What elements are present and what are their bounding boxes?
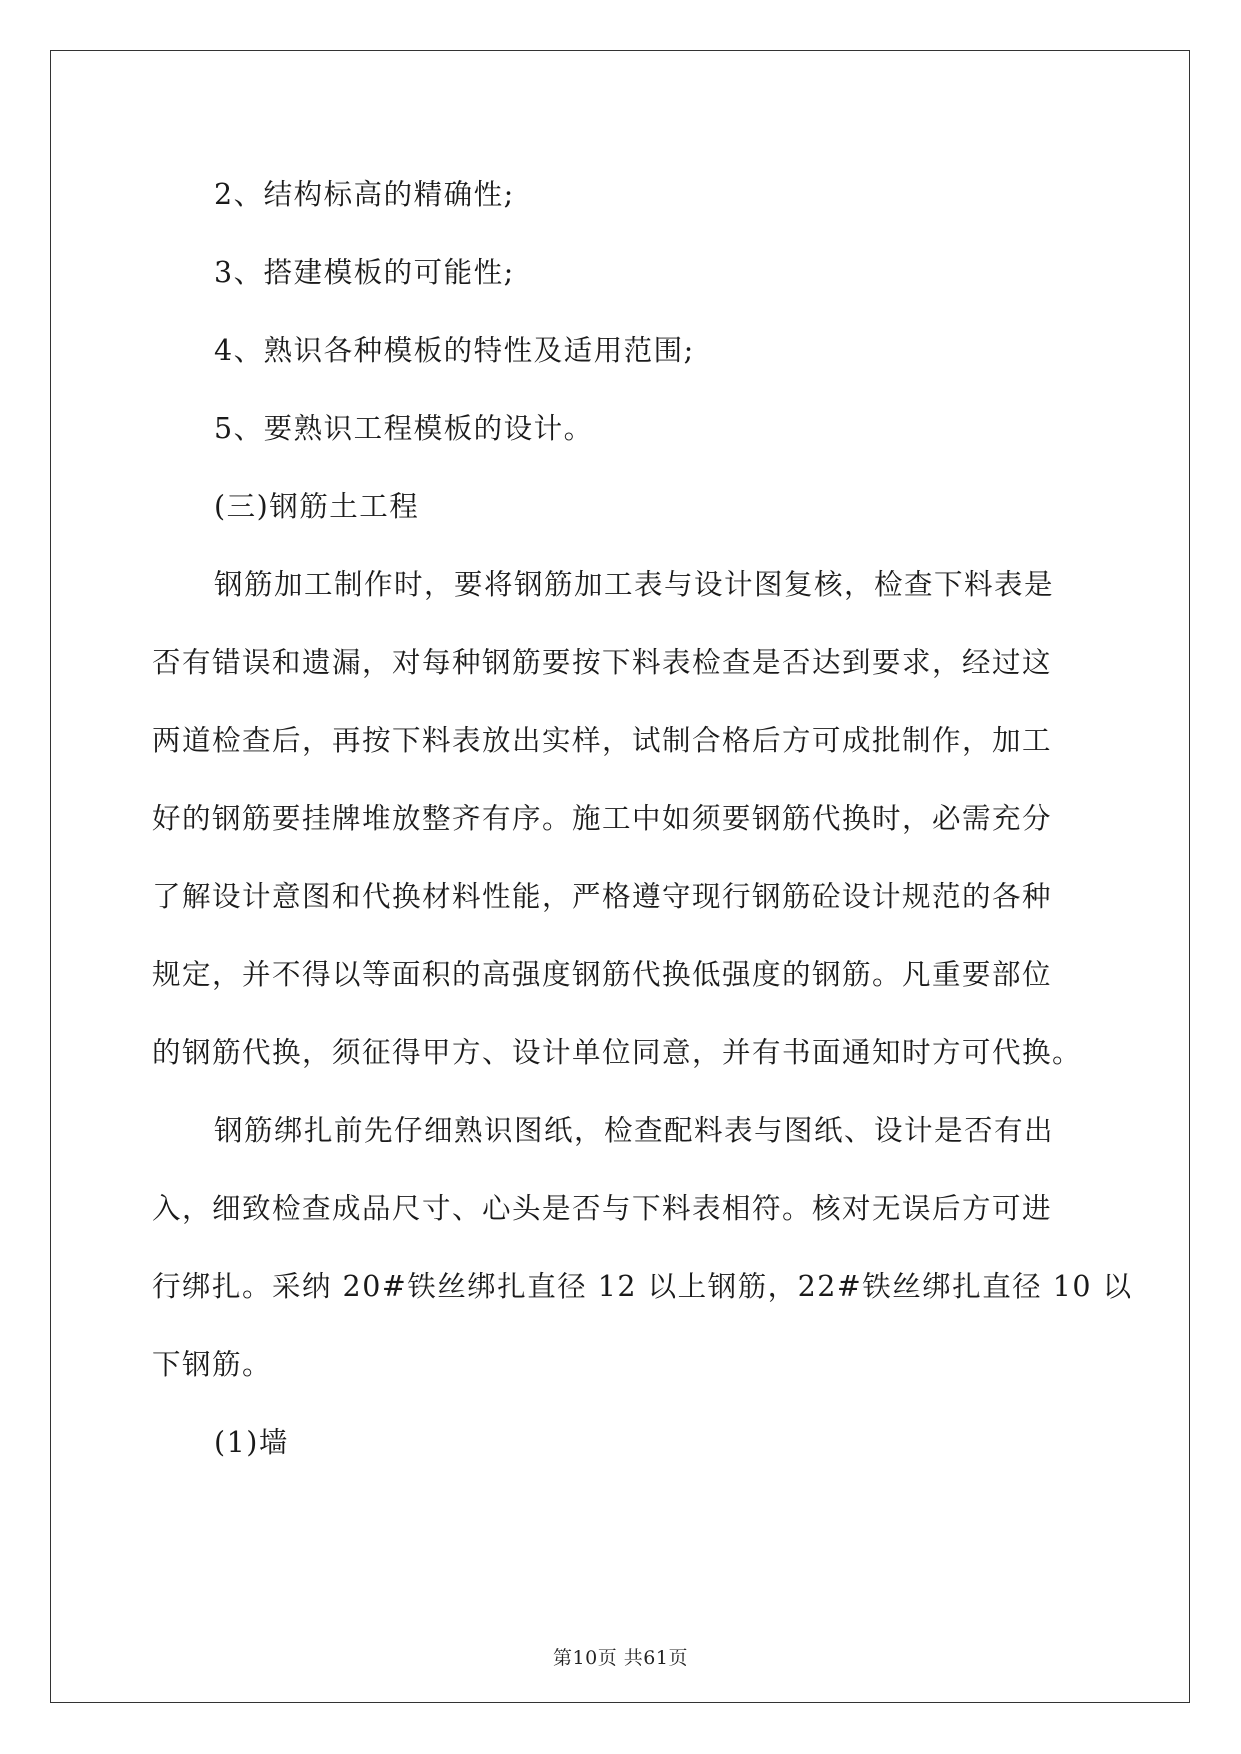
text-line: 下钢筋。 (152, 1348, 273, 1381)
text-line: 2、结构标高的精确性; (214, 178, 515, 211)
text-line: 钢筋加工制作时，要将钢筋加工表与设计图复核，检查下料表是 (214, 568, 1055, 601)
text-line: 否有错误和遗漏，对每种钢筋要按下料表检查是否达到要求，经过这 (152, 646, 1053, 679)
subsection-heading: (1)墙 (214, 1426, 289, 1459)
text-line: 了解设计意图和代换材料性能，严格遵守现行钢筋砼设计规范的各种 (152, 880, 1053, 913)
text-line: 钢筋绑扎前先仔细熟识图纸，检查配料表与图纸、设计是否有出 (214, 1114, 1055, 1147)
text-line: 3、搭建模板的可能性; (214, 256, 515, 289)
page-number-footer: 第10页 共61页 (553, 1647, 688, 1669)
text-line: 的钢筋代换，须征得甲方、设计单位同意，并有书面通知时方可代换。 (152, 1036, 1083, 1069)
section-heading: (三)钢筋土工程 (214, 490, 420, 523)
text-line: 入，细致检查成品尺寸、心头是否与下料表相符。核对无误后方可进 (152, 1192, 1053, 1225)
text-line: 两道检查后，再按下料表放出实样，试制合格后方可成批制作，加工 (152, 724, 1053, 757)
text-line: 规定，并不得以等面积的高强度钢筋代换低强度的钢筋。凡重要部位 (152, 958, 1053, 991)
text-line: 5、要熟识工程模板的设计。 (214, 412, 594, 445)
document-body (152, 156, 1133, 1482)
text-line: 行绑扎。采纳 20#铁丝绑扎直径 12 以上钢筋，22#铁丝绑扎直径 10 以 (152, 1270, 1133, 1303)
text-line: 好的钢筋要挂牌堆放整齐有序。施工中如须要钢筋代换时，必需充分 (152, 802, 1053, 835)
text-line: 4、熟识各种模板的特性及适用范围; (214, 334, 695, 367)
